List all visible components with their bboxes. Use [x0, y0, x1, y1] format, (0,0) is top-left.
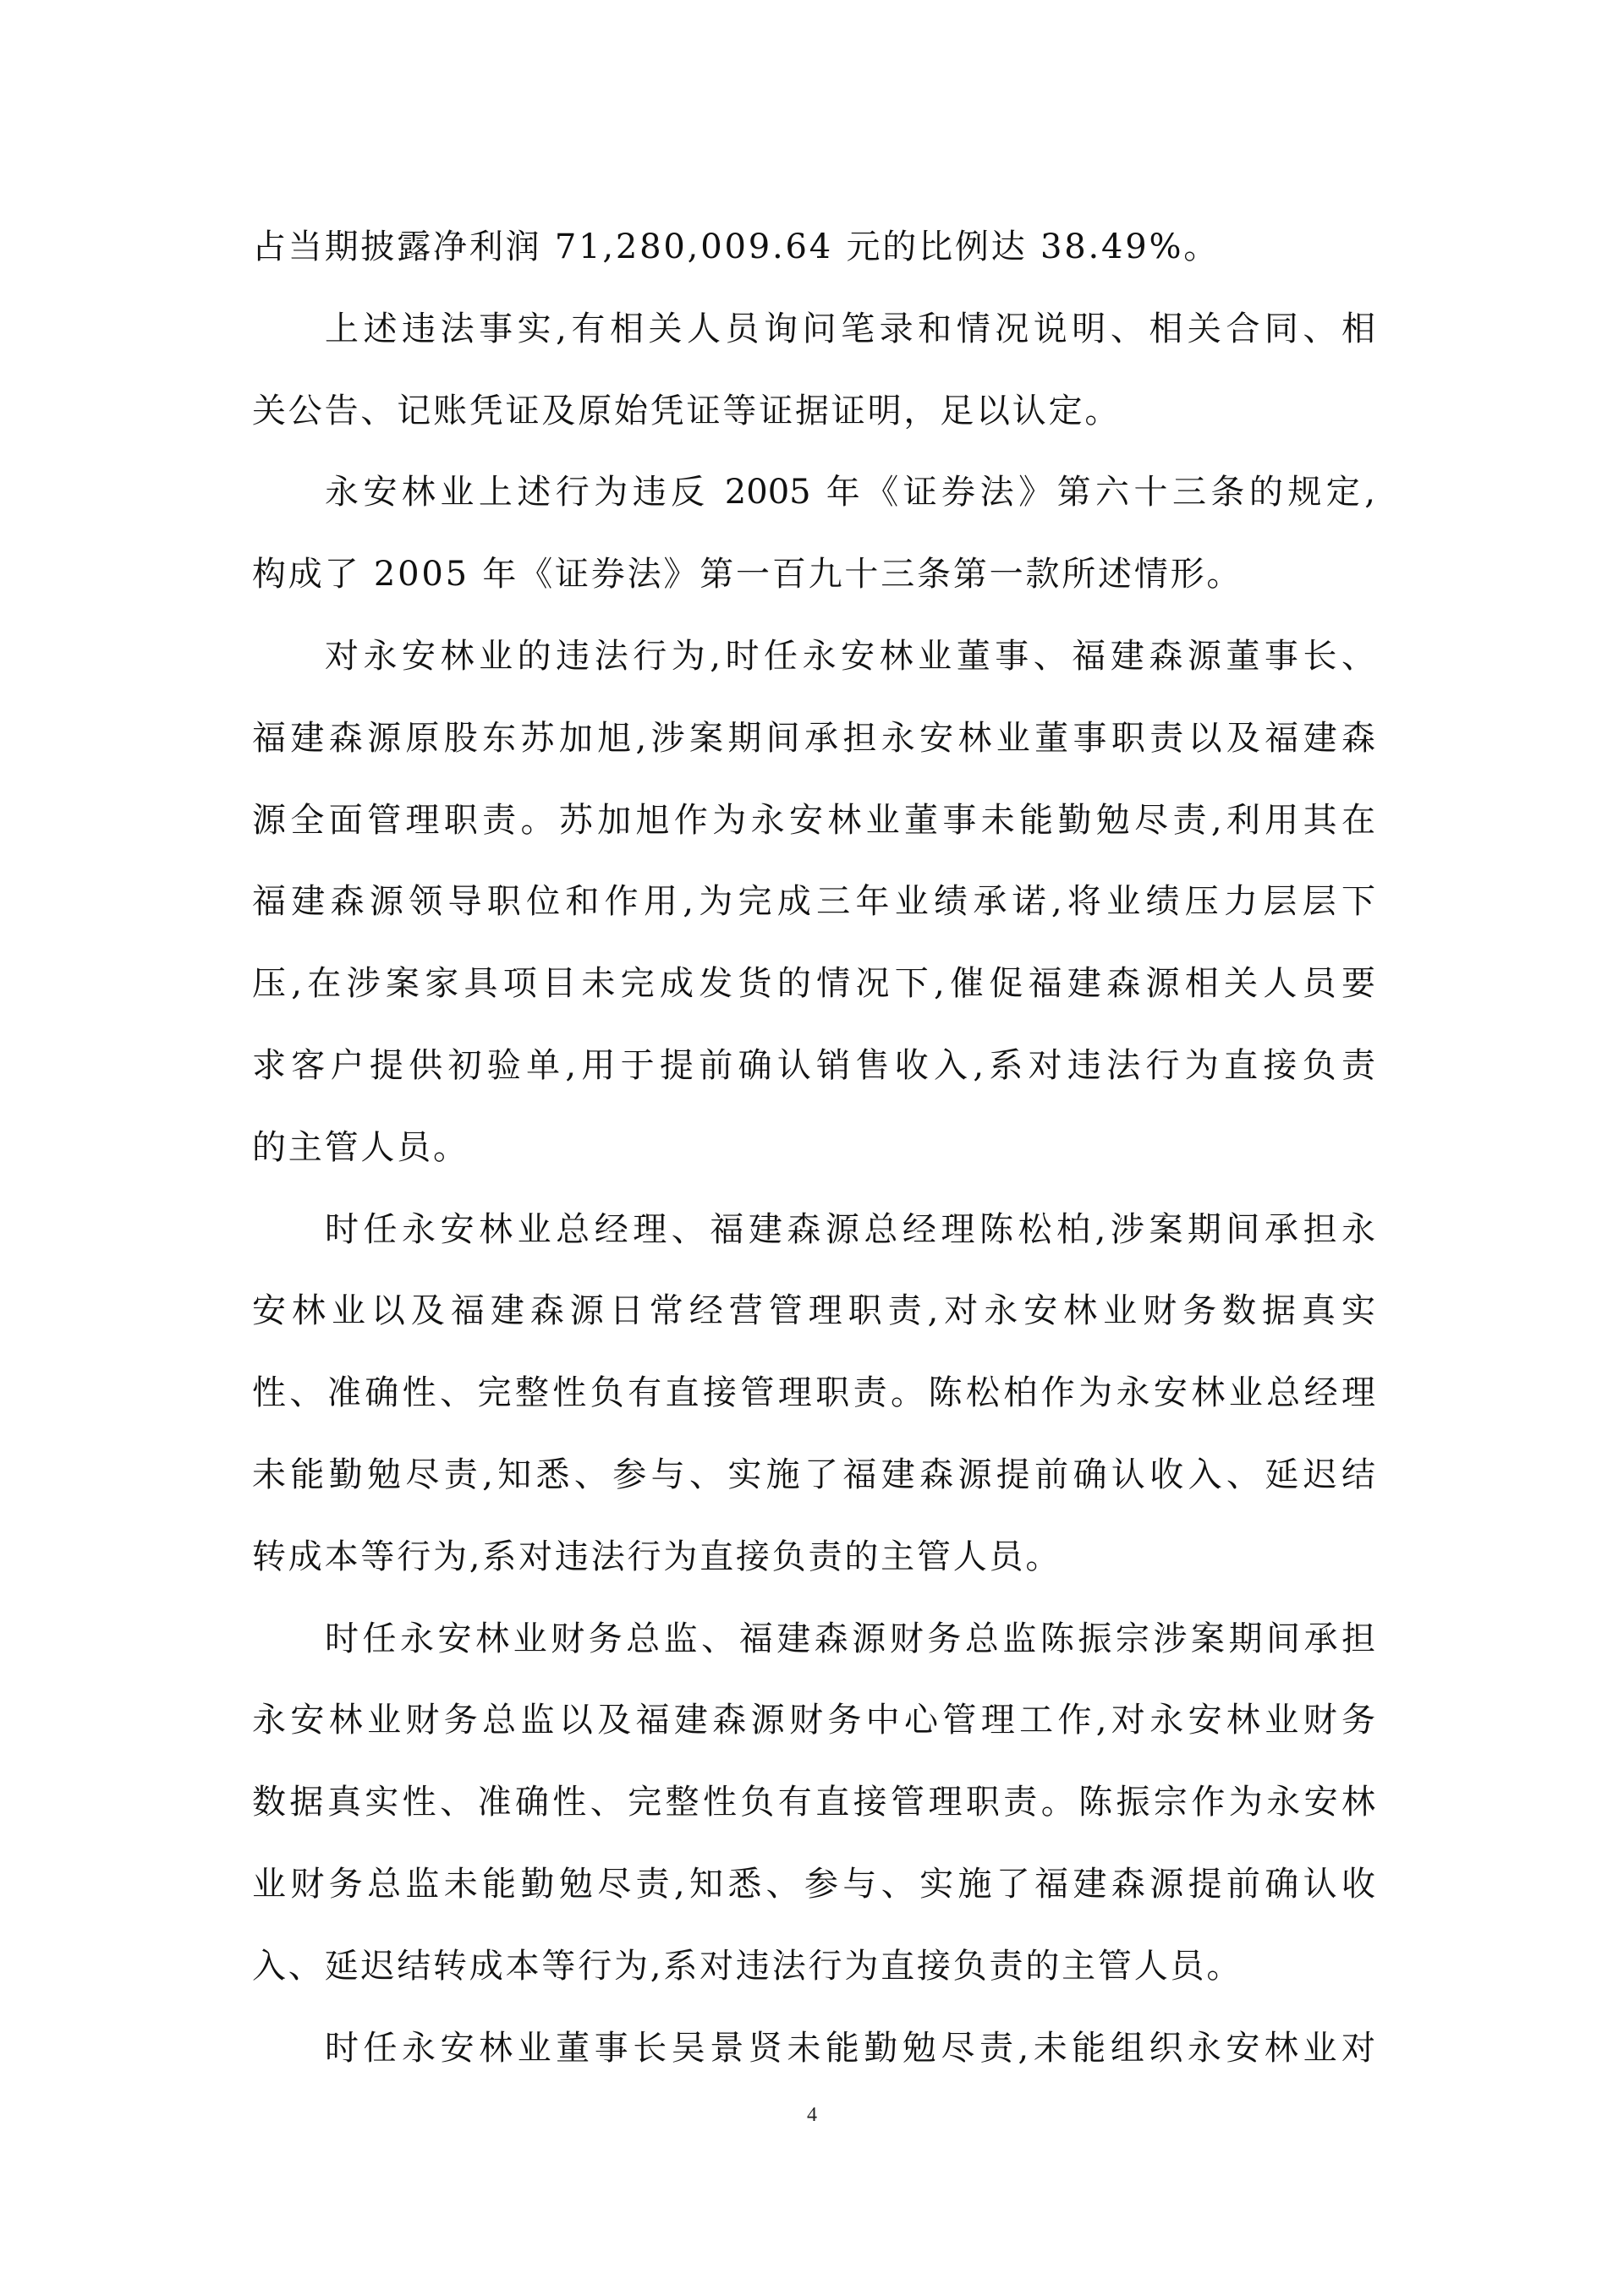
text-line: 永安林业上述行为违反 2005 年《证券法》第六十三条的规定,	[325, 473, 1375, 512]
text-line: 求客户提供初验单,用于提前确认销售收入,系对违法行为直接负责	[252, 1045, 1375, 1085]
text-line: 入、延迟结转成本等行为,系对违法行为直接负责的主管人员。	[252, 1946, 1243, 1986]
text-line: 业财务总监未能勤勉尽责,知悉、参与、实施了福建森源提前确认收	[252, 1864, 1375, 1904]
body-text	[252, 206, 1375, 2089]
text-line: 未能勤勉尽责,知悉、参与、实施了福建森源提前确认收入、延迟结	[252, 1455, 1375, 1494]
text-line: 占当期披露净利润 71,280,009.64 元的比例达 38.49%。	[252, 227, 1221, 266]
text-line: 时任永安林业董事长吴景贤未能勤勉尽责,未能组织永安林业对	[325, 2028, 1375, 2068]
text-line: 压,在涉案家具项目未完成发货的情况下,催促福建森源相关人员要	[252, 964, 1375, 1004]
text-line: 上述违法事实,有相关人员询问笔录和情况说明、相关合同、相	[325, 309, 1375, 348]
text-line: 对永安林业的违法行为,时任永安林业董事、福建森源董事长、	[325, 636, 1375, 676]
page-number: 4	[807, 2104, 817, 2126]
text-line: 转成本等行为,系对违法行为直接负责的主管人员。	[252, 1537, 1062, 1576]
text-line: 时任永安林业总经理、福建森源总经理陈松柏,涉案期间承担永	[325, 1209, 1375, 1249]
text-line: 的主管人员。	[252, 1127, 469, 1167]
text-line: 数据真实性、准确性、完整性负有直接管理职责。陈振宗作为永安林	[252, 1783, 1375, 1822]
text-line: 源全面管理职责。苏加旭作为永安林业董事未能勤勉尽责,利用其在	[252, 800, 1375, 840]
text-line: 性、准确性、完整性负有直接管理职责。陈松柏作为永安林业总经理	[252, 1373, 1375, 1413]
text-line: 关公告、记账凭证及原始凭证等证据证明，足以认定。	[252, 391, 1122, 430]
text-line: 福建森源原股东苏加旭,涉案期间承担永安林业董事职责以及福建森	[252, 718, 1375, 758]
text-line: 安林业以及福建森源日常经营管理职责,对永安林业财务数据真实	[252, 1291, 1375, 1331]
text-line: 构成了 2005 年《证券法》第一百九十三条第一款所述情形。	[252, 555, 1243, 595]
text-line: 福建森源领导职位和作用,为完成三年业绩承诺,将业绩压力层层下	[252, 882, 1375, 922]
text-line: 时任永安林业财务总监、福建森源财务总监陈振宗涉案期间承担	[325, 1619, 1375, 1658]
text-line: 永安林业财务总监以及福建森源财务中心管理工作,对永安林业财务	[252, 1701, 1375, 1740]
